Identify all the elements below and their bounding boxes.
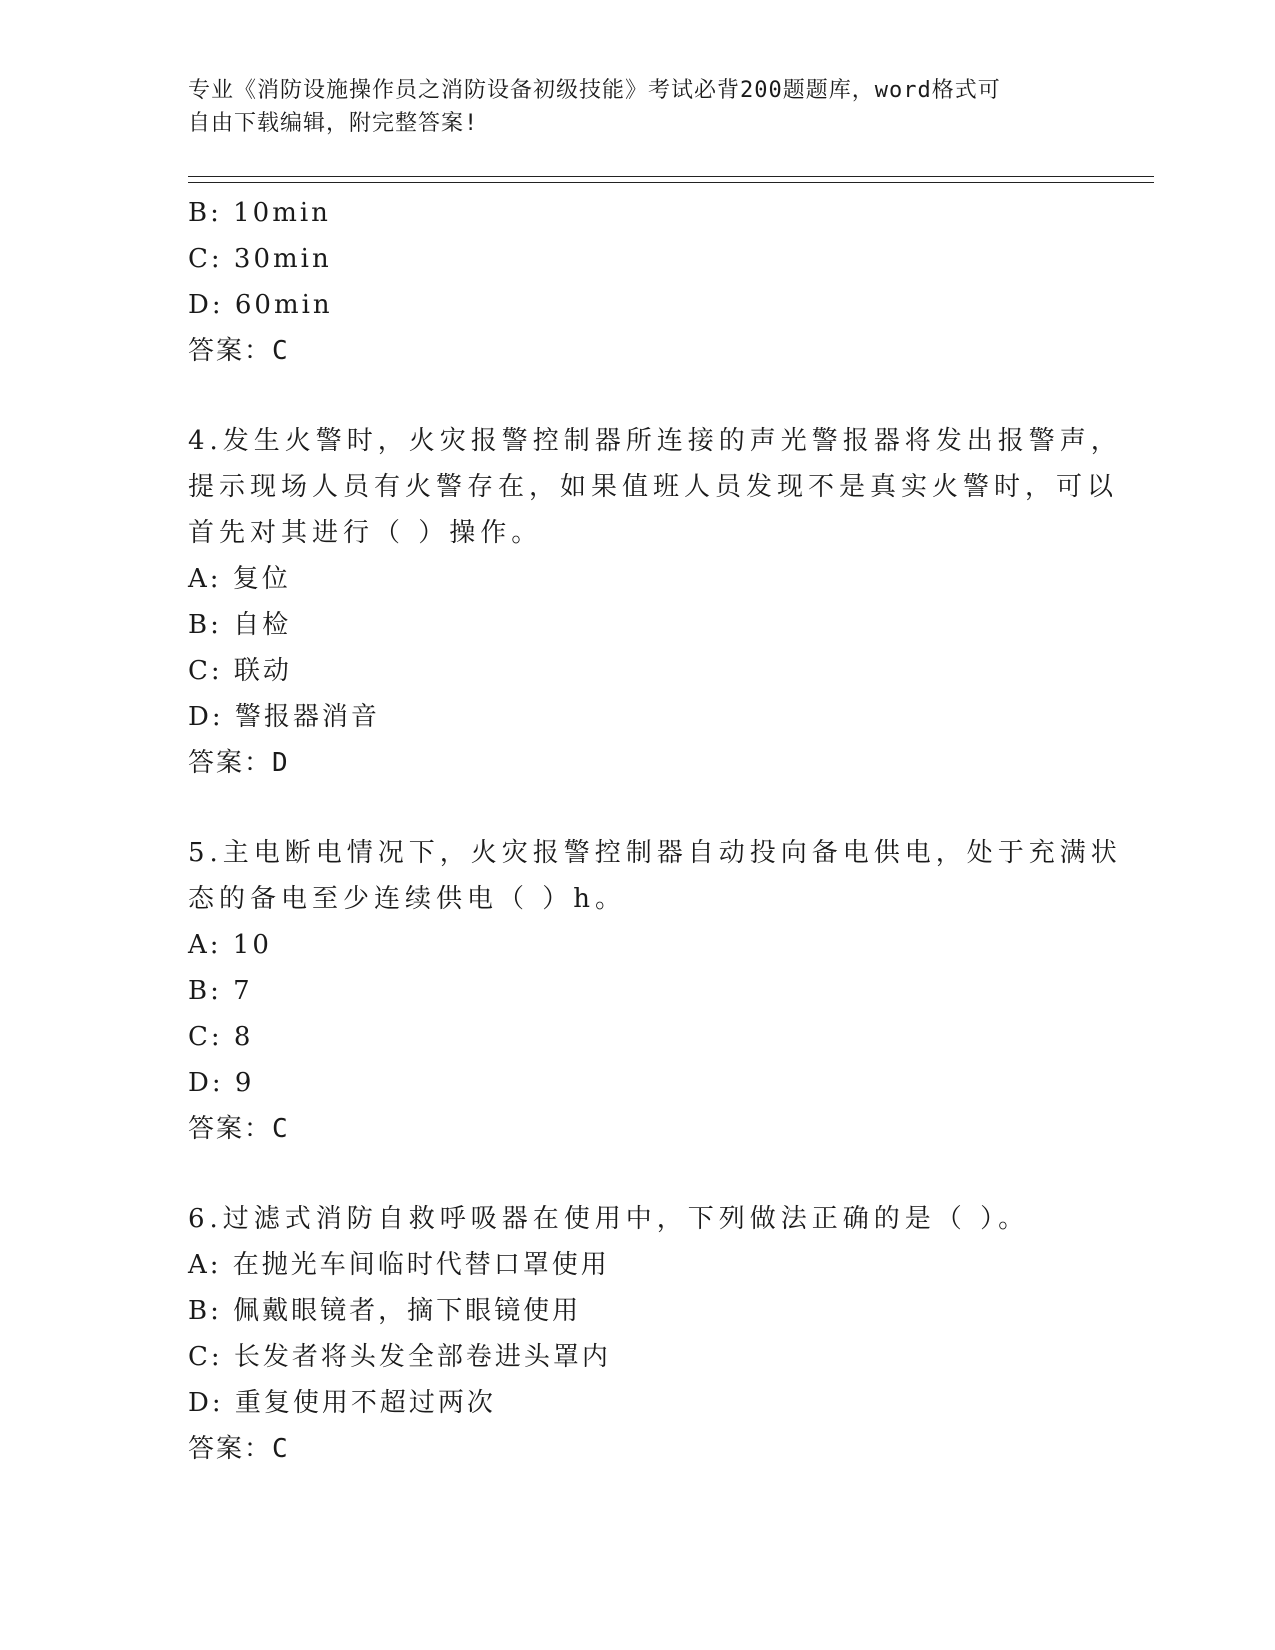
option-b: B: 10min xyxy=(188,198,331,228)
header-divider-bottom xyxy=(188,182,1154,183)
option-b: B: 自检 xyxy=(188,610,292,640)
stem-line-1: 4.发生火警时，火灾报警控制器所连接的声光警报器将发出报警声， xyxy=(188,426,1122,456)
question-list xyxy=(188,190,1122,1472)
document-header xyxy=(188,74,1068,140)
stem-line-2: 提示现场人员有火警存在，如果值班人员发现不是真实火警时，可以 xyxy=(188,472,1119,502)
answer-line: 答案：C xyxy=(188,1114,290,1144)
stem-line-1: 6.过滤式消防自救呼吸器在使用中，下列做法正确的是（ ）。 xyxy=(188,1204,1030,1234)
option-d: D: 警报器消音 xyxy=(188,702,380,732)
option-a: A: 在抛光车间临时代替口罩使用 xyxy=(188,1250,610,1280)
option-d: D: 9 xyxy=(188,1068,255,1098)
option-b: B: 7 xyxy=(188,976,253,1006)
header-line-1: 专业《消防设施操作员之消防设备初级技能》考试必背200题题库，word格式可 xyxy=(188,78,1001,103)
header-line-2: 自由下载编辑，附完整答案! xyxy=(188,111,479,136)
question-6 xyxy=(188,1196,1088,1472)
option-c: C: 30min xyxy=(188,244,332,274)
option-c: C: 长发者将头发全部卷进头罩内 xyxy=(188,1342,611,1372)
option-a: A: 10 xyxy=(188,930,272,960)
question-3 xyxy=(188,190,1088,374)
question-5 xyxy=(188,830,1122,1152)
option-c: C: 8 xyxy=(188,1022,254,1052)
stem-line-3: 首先对其进行（ ）操作。 xyxy=(188,518,543,548)
answer-line: 答案：D xyxy=(188,748,290,778)
option-c: C: 联动 xyxy=(188,656,292,686)
question-stem xyxy=(188,418,1122,556)
option-a: A: 复位 xyxy=(188,564,291,594)
option-d: D: 重复使用不超过两次 xyxy=(188,1388,496,1418)
header-divider-top xyxy=(188,176,1154,177)
question-4 xyxy=(188,418,1122,786)
question-stem xyxy=(188,830,1122,922)
option-b: B: 佩戴眼镜者，摘下眼镜使用 xyxy=(188,1296,582,1326)
question-stem xyxy=(188,1196,1088,1242)
stem-line-1: 5.主电断电情况下，火灾报警控制器自动投向备电供电，处于充满状 xyxy=(188,838,1122,868)
answer-line: 答案：C xyxy=(188,1434,290,1464)
option-d: D: 60min xyxy=(188,290,333,320)
answer-line: 答案：C xyxy=(188,336,290,366)
stem-line-2: 态的备电至少连续供电（ ）h。 xyxy=(188,884,627,914)
